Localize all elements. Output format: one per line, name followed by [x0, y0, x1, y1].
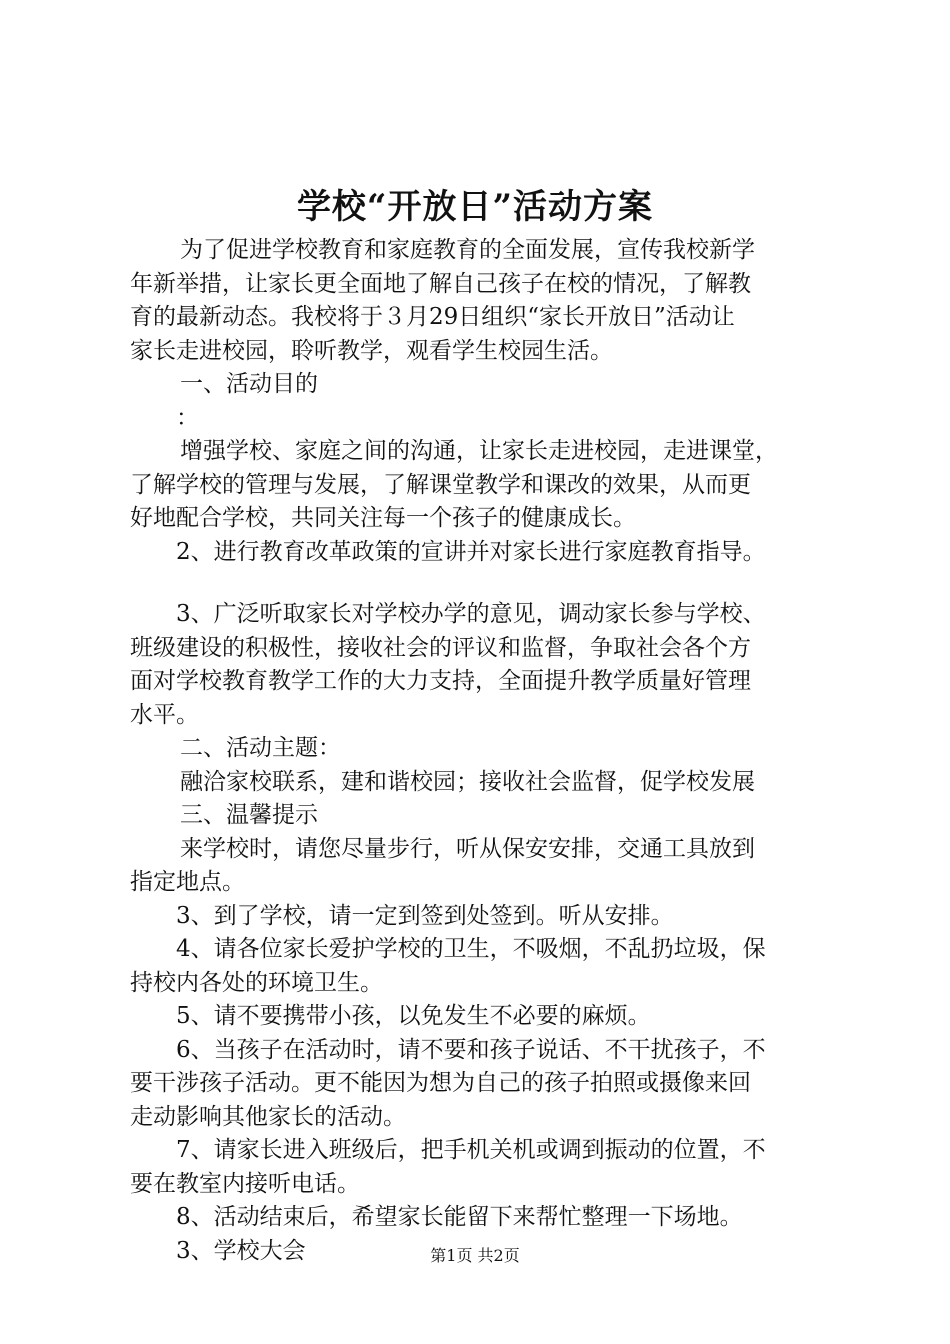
page-footer: 第1页 共2页 [430, 1246, 520, 1265]
section-heading: 一、活动目的 [180, 371, 318, 397]
paragraph-line: 班级建设的积极性，接收社会的评议和监督，争取社会各个方 [130, 634, 751, 661]
paragraph-line: 7、请家长进入班级后，把手机关机或调到振动的位置，不 [176, 1137, 766, 1163]
paragraph-line: 要在教室内接听电话。 [130, 1170, 360, 1197]
paragraph-line: ： [176, 404, 199, 431]
paragraph-line: 5、请不要携带小孩，以免发生不必要的麻烦。 [176, 1003, 651, 1029]
paragraph-line: 指定地点。 [130, 869, 245, 895]
document-body [130, 234, 830, 1268]
paragraph-line: 走动影响其他家长的活动。 [130, 1103, 406, 1130]
section-heading: 二、活动主题： [180, 735, 341, 761]
paragraph-line: 了解学校的管理与发展，了解课堂教学和课改的效果，从而更 [130, 471, 751, 498]
paragraph-line: 3、到了学校，请一定到签到处签到。听从安排。 [176, 902, 674, 929]
paragraph-line: 年新举措，让家长更全面地了解自己孩子在校的情况，了解教 [130, 270, 751, 297]
paragraph-line: 家长走进校园，聆听教学，观看学生校园生活。 [130, 337, 613, 364]
paragraph-line: 来学校时，请您尽量步行，听从保安安排，交通工具放到 [180, 835, 755, 862]
paragraph-line: 好地配合学校，共同关注每一个孩子的健康成长。 [130, 505, 636, 531]
paragraph-line: 3、广泛听取家长对学校办学的意见，调动家长参与学校、 [176, 601, 766, 627]
paragraph-line: 要干涉孩子活动。更不能因为想为自己的孩子拍照或摄像来回 [130, 1070, 751, 1096]
paragraph-line: 8、活动结束后，希望家长能留下来帮忙整理一下场地。 [176, 1204, 743, 1230]
paragraph-line: 3、学校大会 [176, 1237, 306, 1264]
paragraph-line: 2、进行教育改革政策的宣讲并对家长进行家庭教育指导。 [176, 538, 766, 565]
document-title: 学校“开放日”活动方案 [296, 187, 654, 227]
paragraph-line: 增强学校、家庭之间的沟通，让家长走进校园，走进课堂， [180, 438, 778, 464]
paragraph-line: 持校内各处的环境卫生。 [130, 969, 383, 996]
paragraph-line: 为了促进学校教育和家庭教育的全面发展，宣传我校新学 [180, 237, 755, 263]
paragraph-line: 水平。 [130, 701, 199, 728]
paragraph-line: 面对学校教育教学工作的大力支持，全面提升教学质量好管理 [130, 668, 751, 694]
paragraph-line: 6、当孩子在活动时，请不要和孩子说话、不干扰孩子，不 [176, 1036, 766, 1063]
section-heading: 三、温馨提示 [180, 802, 318, 828]
paragraph-line: 育的最新动态。我校将于３月29日组织“家长开放日”活动让 [130, 304, 735, 330]
paragraph-line: 融洽家校联系，建和谐校园；接收社会监督，促学校发展 [180, 768, 755, 795]
paragraph-gap [130, 569, 830, 598]
paragraph-line: 4、请各位家长爱护学校的卫生，不吸烟，不乱扔垃圾，保 [176, 936, 766, 962]
